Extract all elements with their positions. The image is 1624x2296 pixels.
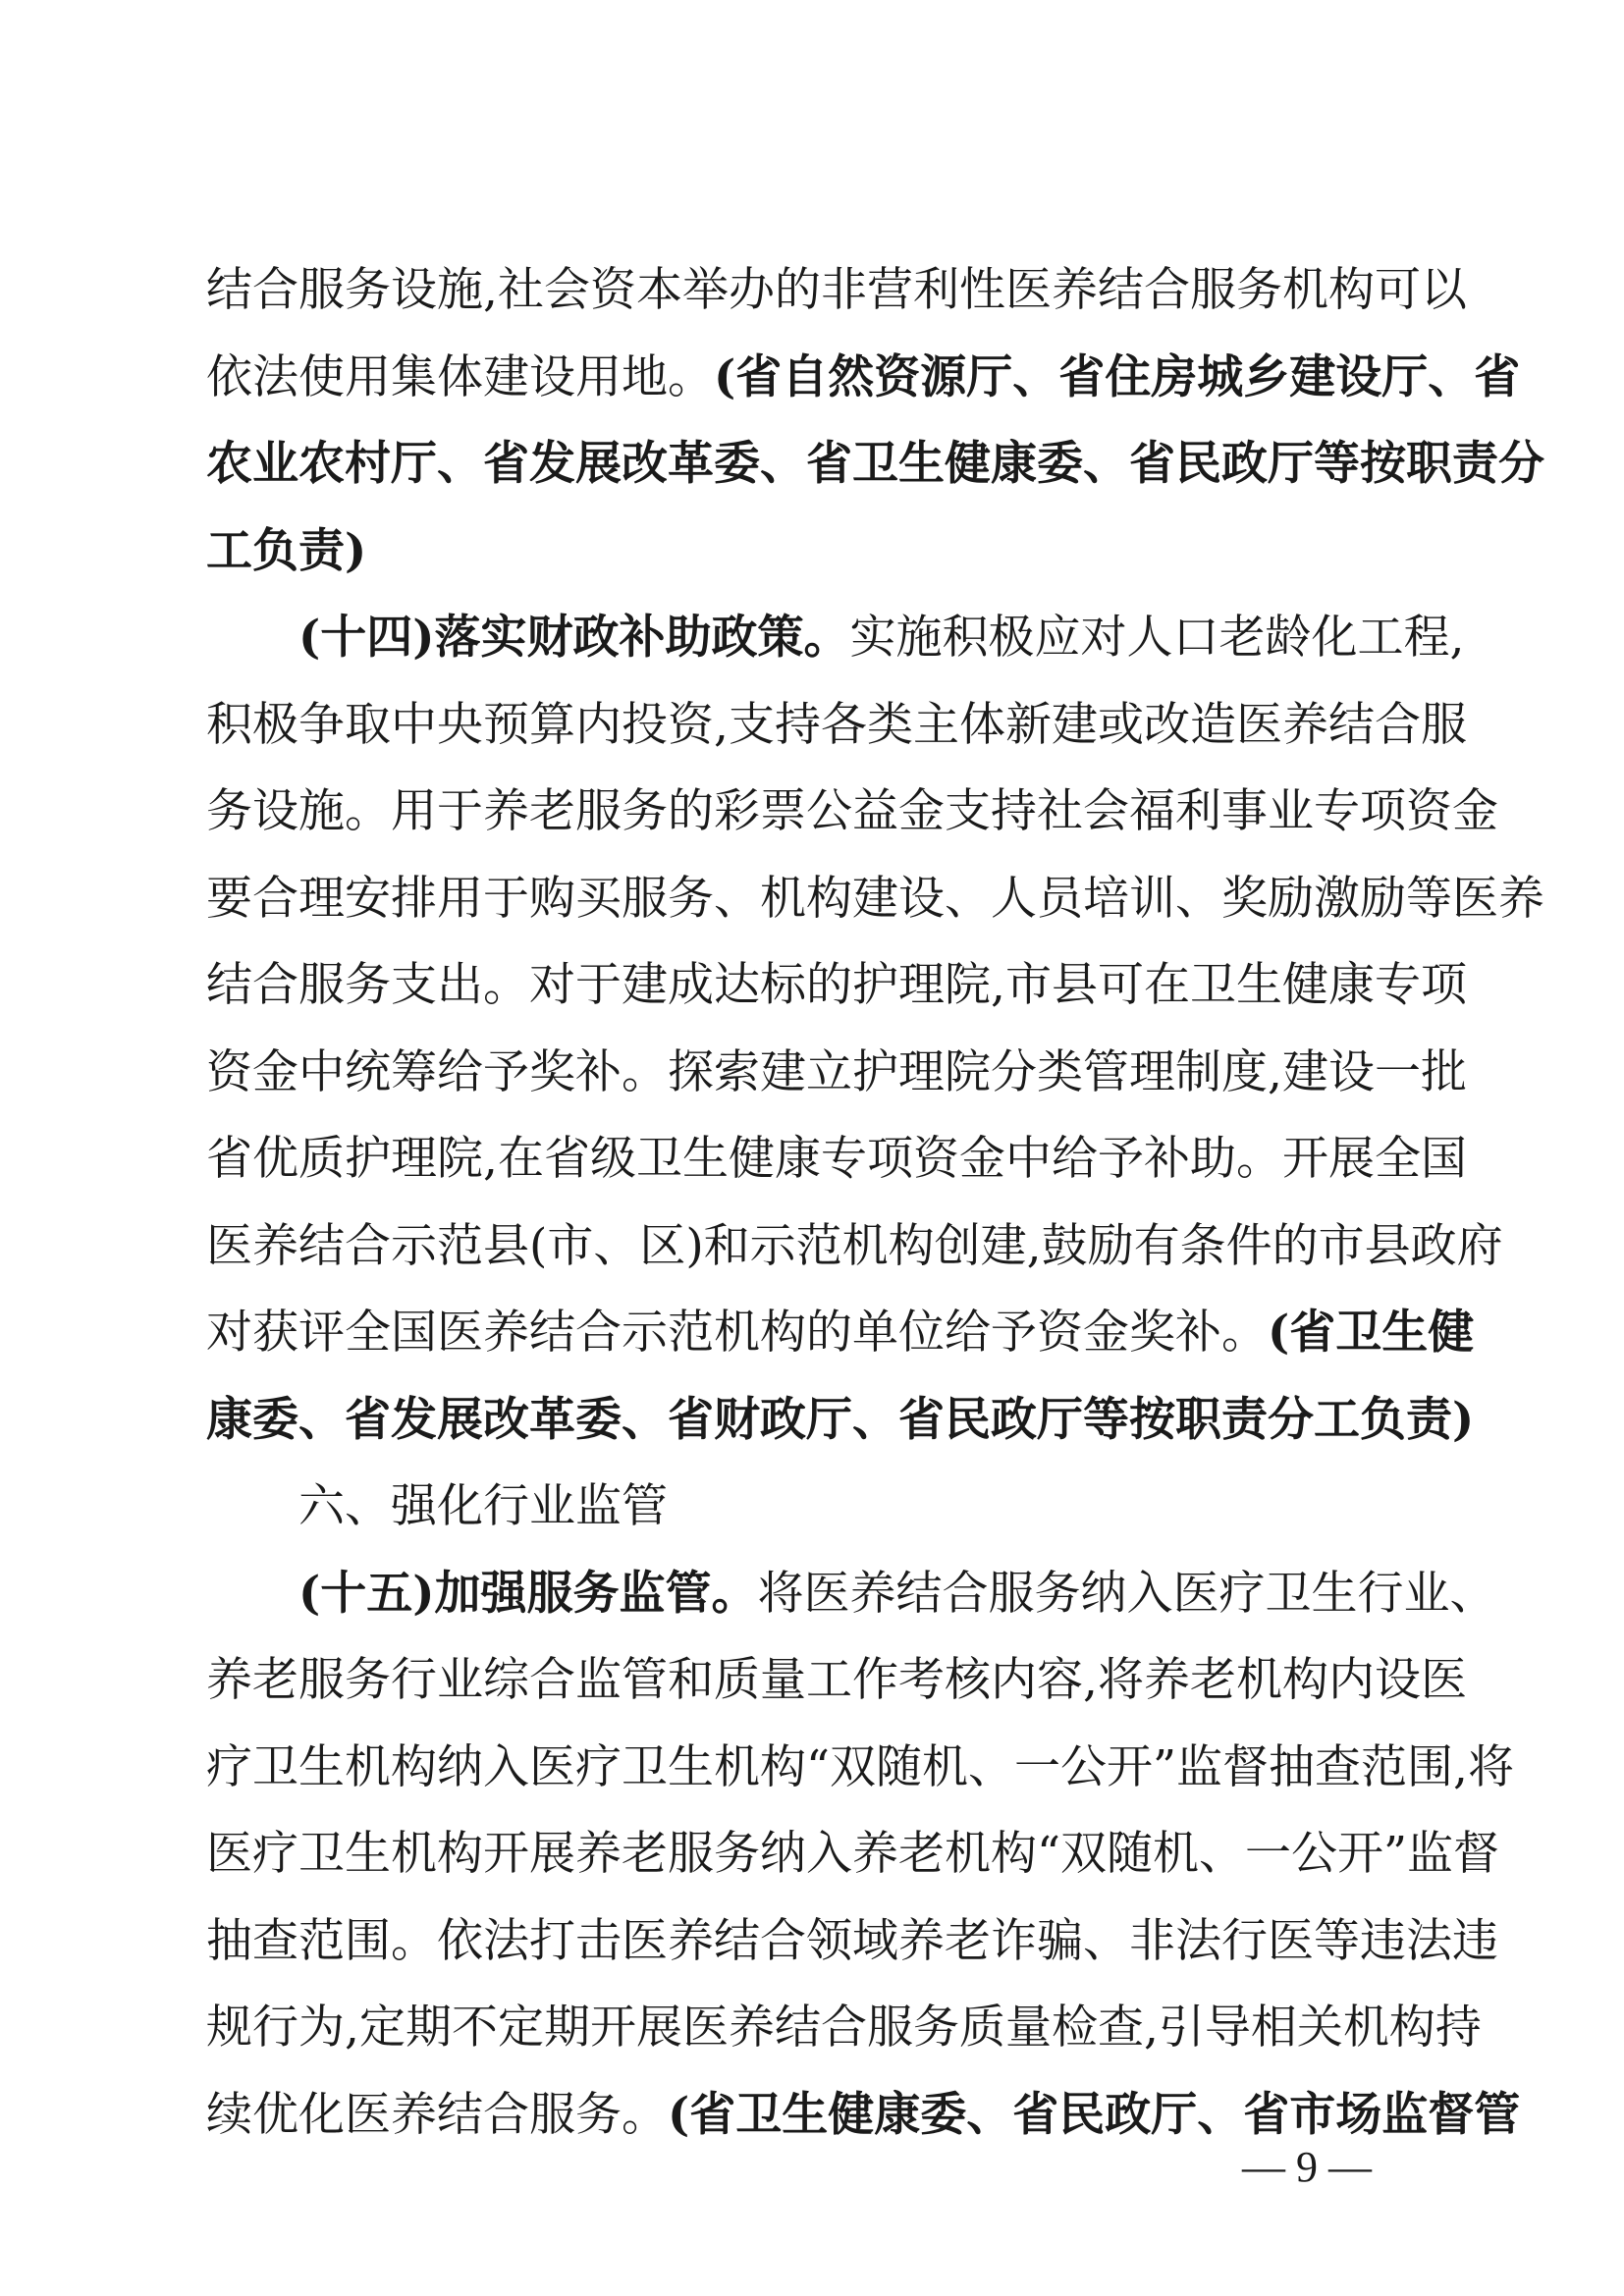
text-line-7: 务设施。用于养老服务的彩票公益金支持社会福利事业专项资金 [206, 784, 1498, 838]
section-14-line-1: (十四)落实财政补助政策。实施积极应对人口老龄化工程, [298, 611, 1465, 665]
text-line-19: 医疗卫生机构开展养老服务纳入养老机构“双随机、一公开”监督 [206, 1827, 1500, 1881]
text-line-10: 资金中统筹给予奖补。探索建立护理院分类管理制度,建设一批 [206, 1044, 1467, 1099]
text-line-20: 抽查范围。依法打击医养结合领域养老诈骗、非法行医等违法违 [206, 1913, 1498, 1968]
section-15-line-1: (十五)加强服务监管。将医养结合服务纳入医疗卫生行业、 [298, 1566, 1496, 1621]
document-body [206, 247, 1544, 2159]
text-line-17: 养老服务行业综合监管和质量工作考核内容,将养老机构内设医 [206, 1653, 1467, 1707]
text-line-11: 省优质护理院,在省级卫生健康专项资金中给予补助。开展全国 [206, 1132, 1467, 1186]
text-line-12: 医养结合示范县(市、区)和示范机构创建,鼓励有条件的市县政府 [206, 1218, 1503, 1273]
text-line-18: 疗卫生机构纳入医疗卫生机构“双随机、一公开”监督抽查范围,将 [206, 1739, 1514, 1794]
text-line-22: 续优化医养结合服务。(省卫生健康委、省民政厅、省市场监督管 [206, 2087, 1521, 2142]
text-line-8: 要合理安排用于购买服务、机构建设、人员培训、奖励激励等医养 [206, 871, 1544, 926]
text-line-13: 对获评全国医养结合示范机构的单位给予资金奖补。(省卫生健 [206, 1306, 1475, 1360]
text-line-21: 规行为,定期不定期开展医养结合服务质量检查,引导相关机构持 [206, 2001, 1482, 2055]
text-line-9: 结合服务支出。对于建成达标的护理院,市县可在卫生健康专项 [206, 958, 1467, 1012]
text-line-14: 康委、省发展改革委、省财政厅、省民政厅等按职责分工负责) [206, 1392, 1475, 1447]
text-line-6: 积极争取中央预算内投资,支持各类主体新建或改造医养结合服 [206, 697, 1467, 752]
text-line-1: 结合服务设施,社会资本举办的非营利性医养结合服务机构可以 [206, 263, 1467, 317]
text-line-3: 农业农村厅、省发展改革委、省卫生健康委、省民政厅等按职责分 [206, 437, 1544, 491]
section-heading-6: 六、强化行业监管 [298, 1479, 668, 1533]
page-number: — 9 — [1242, 2143, 1372, 2191]
text-line-2: 依法使用集体建设用地。(省自然资源厅、省住房城乡建设厅、省 [206, 349, 1521, 404]
text-line-4: 工负责) [206, 523, 367, 578]
